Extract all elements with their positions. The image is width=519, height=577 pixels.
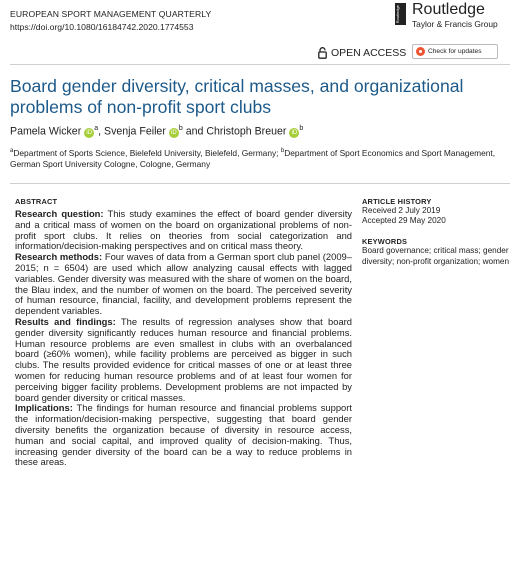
affiliation-b: Department of Sport Economics and Sport Management, German Sport University Cologne, Cologne, Germany: [10, 147, 496, 170]
doi-link[interactable]: https://doi.org/10.1080/16184742.2020.1774553: [10, 22, 194, 32]
author-separator: and: [182, 125, 207, 138]
abstract-section-label: Implications:: [15, 402, 73, 414]
abstract-section-text: Four waves of data from a German sport club panel (2009–2015; n = 6504) are used which allow analyzing causal effects with lagged variables. Gender diversity was measured with the share of women on the board, the Blau index, and the number of women on the board. The perceived severity of human resource, financial, facility, and development problems represent the dependent variables.: [15, 251, 352, 317]
open-access-badge: [318, 47, 406, 59]
article-history-heading: ARTICLE HISTORY: [362, 197, 432, 206]
publisher-name: Routledge: [412, 1, 485, 18]
open-lock-icon: [318, 47, 327, 59]
logo-vertical-text: Routledge: [395, 5, 400, 24]
received-date: Received 2 July 2019: [362, 206, 441, 215]
journal-name: EUROPEAN SPORT MANAGEMENT QUARTERLY: [10, 9, 212, 19]
author-affil-marker: a: [94, 125, 99, 132]
accepted-date: Accepted 29 May 2020: [362, 216, 446, 225]
open-access-label: OPEN ACCESS: [331, 47, 407, 59]
orcid-icon[interactable]: iD: [169, 128, 179, 138]
abstract-section-label: Research question:: [15, 208, 104, 219]
keywords-list: Board governance; critical mass; gender diversity; non-profit organization; women: [362, 246, 509, 266]
keywords-heading: KEYWORDS: [362, 237, 408, 246]
title-divider: [10, 183, 510, 184]
abstract-section-text: The findings for human resource and financial problems support the information/decision-making perspective, suggesting that board gender diversity benefits the organization because of diversity in resource access, human and social capital, and improved quality of decision-making. Thus, increasing gender diversity of the board can be a way to reduce problems in these areas.: [15, 402, 352, 468]
abstract-heading: ABSTRACT: [15, 197, 58, 206]
abstract-section-text: This study examines the effect of board gender diversity and a critical mass of women on the board on organizational problems of non-profit sport clubs. It relies on theories from social categorization and information/decision-making perspectives and on critical mass theory.: [15, 208, 352, 252]
affil-marker: b: [280, 148, 285, 154]
abstract-section-label: Research methods:: [15, 251, 103, 263]
author-name[interactable]: Svenja Feiler: [104, 125, 166, 138]
check-updates-label: Check for updates: [428, 48, 482, 55]
affil-marker: a: [10, 148, 14, 154]
orcid-icon[interactable]: iD: [84, 128, 94, 138]
publisher-subtitle: Taylor & Francis Group: [412, 19, 498, 29]
abstract-section-text: The results of regression analyses show that board gender diversity significantly reduces human resource and financial problems. Human resource problems are even smallest in clubs with an overbalanced board (≥60% women), while facility problems are perceived as bigger in such clubs. The results provided evidence for critical masses of one or at least three women for reducing human resource problems and of at least four women for perceiving bigger facility problems. Development problems are not impacted by board gender diversity or critical masses.: [15, 315, 352, 403]
author-separator: ,: [98, 125, 105, 138]
header-divider: [10, 64, 510, 65]
affiliations: [10, 146, 510, 171]
author-affil-marker: b: [299, 125, 304, 132]
orcid-icon[interactable]: iD: [289, 128, 299, 138]
crossmark-icon: [416, 47, 425, 56]
abstract-body: [15, 209, 352, 468]
check-updates-button[interactable]: [412, 44, 498, 59]
routledge-logo-icon: [395, 3, 406, 25]
author-affil-marker: b: [178, 125, 183, 132]
article-title: Board gender diversity, critical masses, and organizational problems of non-profit sport clubs: [10, 76, 464, 117]
author-name[interactable]: Pamela Wicker: [10, 125, 82, 138]
author-list: [10, 125, 303, 138]
abstract: [15, 197, 352, 468]
author-name[interactable]: Christoph Breuer: [206, 125, 287, 138]
article-sidebar: [362, 197, 512, 267]
affiliation-a: Department of Sports Science, Bielefeld University, Bielefeld, Germany;: [13, 147, 281, 158]
abstract-section-label: Results and findings:: [15, 315, 116, 327]
